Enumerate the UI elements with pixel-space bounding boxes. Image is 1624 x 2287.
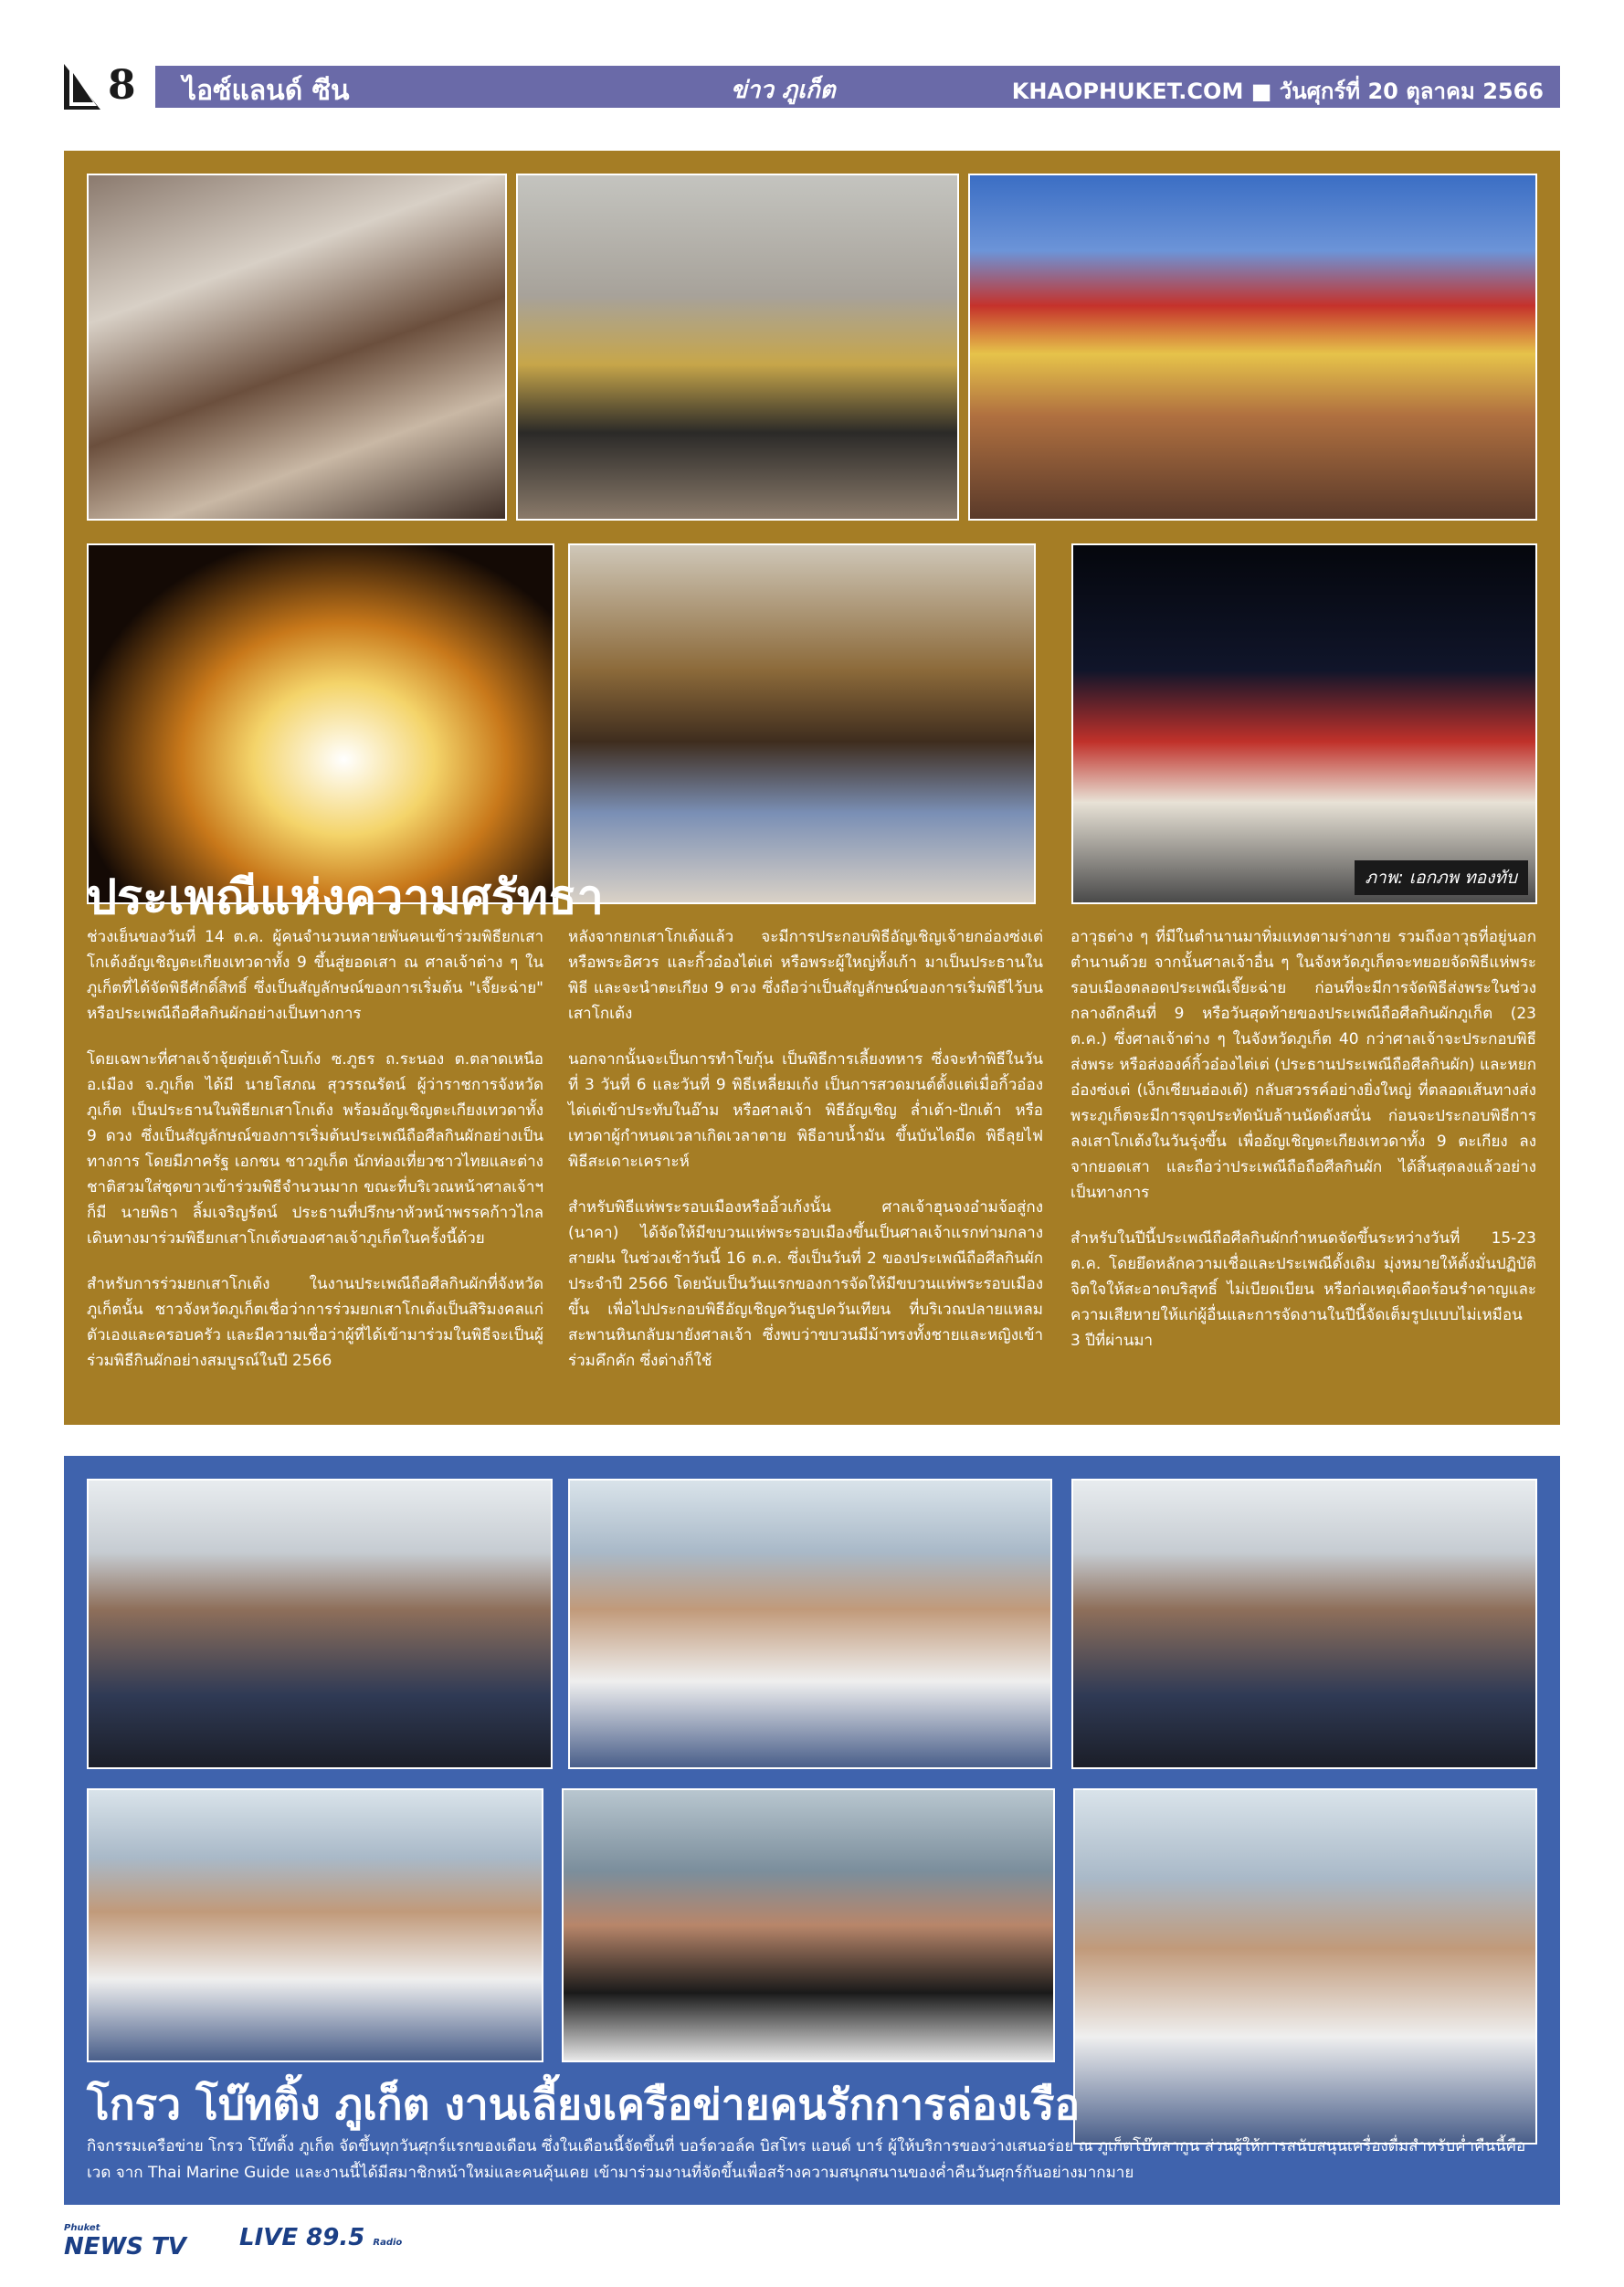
- photo-boating-guests-1: [87, 1479, 553, 1769]
- footer-news-tv-logo: [64, 2224, 186, 2261]
- article-boating-body: กิจกรรมเครือข่าย โกรว โบ๊ทติ้ง ภูเก็ต จัดขึ้นทุกวันศุกร์แรกของเดือน ซึ่งในเดือนนี้จัดขึ้นที่ บอร์ดวอล์ค บิสโทร แอนด์ บาร์ ผู้ให้บริการของว่างเสนอร่อย ณ ภูเก็ตโบ๊ทลากูน ส่วนผู้ให้การสนับสนุนเครื่องดื่มสำหรับค่ำคืนนี้คือ เวด จาก Thai Marine Guide และงานนี้ได้มีสมาชิกหน้าใหม่และคนคุ้นเคย เข้ามาร่วมงานที่จัดขึ้นเพื่อสร้างความสนุกสนานของค่ำคืนวันศุกร์กันอย่างมากมาย: [87, 2137, 1526, 2182]
- photo-night-temple-parade: [1071, 543, 1537, 904]
- photo-boating-guests-6: [1073, 1788, 1537, 2145]
- newspaper-logo: ข่าว ภูเก็ต: [731, 77, 836, 104]
- square-bullet-icon: ■: [1250, 79, 1272, 104]
- section-title: ไอซ์แลนด์ ซีน: [183, 75, 350, 107]
- photo-boating-guests-3: [1071, 1479, 1537, 1769]
- footer-news-label: NEWS TV: [64, 2233, 186, 2261]
- footer-news-top: Phuket: [64, 2223, 100, 2233]
- page-number: 8: [108, 62, 136, 109]
- footer-live-label: LIVE 89.5: [239, 2224, 365, 2251]
- paragraph: ช่วงเย็นของวันที่ 14 ต.ค. ผู้คนจำนวนหลายพันคนเข้าร่วมพิธียกเสาโกเต้งอัญเชิญตะเกียงเทวดาทั้ง 9 ขึ้นสู่ยอดเสา ณ ศาลเจ้าต่าง ๆ ในภูเก็ตที่ได้จัดพิธีศักดิ์สิทธิ์ ซึ่งเป็นสัญลักษณ์ของการเริ่มต้น "เจี๊ยะฉ่าย" หรือประเพณีถือศีลกินผักอย่างเป็นทางการ: [87, 928, 543, 1023]
- paragraph: นอกจากนั้นจะเป็นการทำโขกุ้น เป็นพิธีการเลี้ยงทหาร ซึ่งจะทำพิธีในวันที่ 3 วันที่ 6 และวันที่ 9 พิธีเหลี่ยมเก้ง เป็นการสวดมนต์ตั้งแต่เมื่อกิ้วอ๋องไต่เต่เข้าประทับในอ๊าม หรือศาลเจ้า พิธีอัญเชิญ ล่ำเต้า-ปักเต้า หรือเทวดาผู้กำหนดเวลาเกิดเวลาตาย พิธีอาบน้ำมัน ขึ้นบันไดมีด พิธีลุยไฟ พิธีสะเดาะเคราะห์: [568, 1050, 1043, 1171]
- photo-festival-crowd: [87, 174, 507, 521]
- paragraph: สำหรับพิธีแห่พระรอบเมืองหรืออิ้วเก้งนั้น ศาลเจ้าฮุนจงอ๋ามจ้อสู่กง (นาคา) ได้จัดให้มีขบวนแห่พระรอบเมืองขึ้นเป็นศาลเจ้าแรกท่ามกลางสายฝน ในช่วงเช้าวันนี้ 16 ต.ค. ซึ่งเป็นวันที่ 2 ของประเพณีถือศีลกินผักประจำปี 2566 โดยนับเป็นวันแรกของการจัดให้มีขบวนแห่พระรอบเมืองขึ้น เพื่อไปประกอบพิธีอัญเชิญควันธูปควันเทียน ที่บริเวณปลายแหลมสะพานหินกลับมายังศาลเจ้า ซึ่งพบว่าขบวนมีม้าทรงทั้งชายและหญิงเข้าร่วมคึกคัก ซึ่งต่างก็ใช้: [568, 1198, 1043, 1370]
- photo-boating-guests-4: [87, 1788, 543, 2062]
- photo-temple-pole-raising: [968, 174, 1537, 521]
- paragraph: สำหรับในปีนี้ประเพณีถือศีลกินผักกำหนดจัดขึ้นระหว่างวันที่ 15-23 ต.ค. โดยยึดหลักความเชื่อและประเพณีดั้งเดิม มุ่งหมายให้ตั้งมั่นปฏิบัติจิตใจให้สะอาดบริสุทธิ์ ไม่เบียดเบียน หรือก่อเหตุเดือดร้อนรำคาญและความเสียหายให้แก่ผู้อื่นและการจัดงานในปีนี้จัดเต็มรูปแบบไม่เหมือน 3 ปีที่ผ่านมา: [1070, 1229, 1536, 1350]
- corner-arrow-icon: [64, 64, 100, 110]
- article-festival-column-2: [568, 924, 1043, 1394]
- paragraph: โดยเฉพาะที่ศาลเจ้าจุ้ยตุ่ยเต้าโบเก้ง ซ.ภูธร ถ.ระนอง ต.ตลาดเหนือ อ.เมือง จ.ภูเก็ต ได้มี นายโสภณ สุวรรณรัตน์ ผู้ว่าราชการจังหวัดภูเก็ต เป็นประธานในพิธียกเสาโกเต้ง พร้อมอัญเชิญตะเกียงเทวดาทั้ง 9 ดวง ซึ่งเป็นสัญลักษณ์ของการเริ่มต้นประเพณีถือศีลกินผักอย่างเป็นทางการ โดยมีภาครัฐ เอกชน ชาวภูเก็ต นักท่องเที่ยวชาวไทยและต่างชาติสวมใส่ชุดขาวเข้าร่วมพิธีจำนวนมาก ขณะที่บริเวณหน้าศาลเจ้าฯ ก็มี นายพิธา ลิ้มเจริญรัตน์ ประธานที่ปรึกษาหัวหน้าพรรคก้าวไกล เดินทางมาร่วมพิธียกเสาโกเต้งของศาลเจ้าภูเก็ตในครั้งนี้ด้วย: [87, 1050, 543, 1248]
- article-festival-column-3: [1070, 924, 1536, 1374]
- photo-piercing-devotee: [516, 174, 959, 521]
- photo-ship-models-devotee: [568, 543, 1036, 904]
- photo-credit: ภาพ: เอกภพ ทองทับ: [1355, 860, 1528, 895]
- article-festival-column-1: [87, 924, 543, 1394]
- article-boating-title: โกรว โบ๊ทติ้ง ภูเก็ต งานเลี้ยงเครือข่ายคนรักการล่องเรือ: [87, 2080, 1081, 2129]
- issue-date: วันศุกร์ที่ 20 ตุลาคม 2566: [1279, 79, 1544, 104]
- footer-live-sub: Radio: [373, 2238, 403, 2248]
- photo-boating-guests-2: [568, 1479, 1052, 1769]
- paragraph: อาวุธต่าง ๆ ที่มีในตำนานมาทิ่มแทงตามร่างกาย รวมถึงอาวุธที่อยู่นอกตำนานด้วย จากนั้นศาลเจ้าอื่น ๆ ในจังหวัดภูเก็ตจะทยอยจัดพิธีแห่พระรอบเมืองตลอดประเพณีเจี๊ยะฉ่าย ก่อนที่จะมีการจัดพิธีส่งพระในช่วงกลางดึกคืนที่ 9 หรือวันสุดท้ายของประเพณีถือศีลกินผักภูเก็ต (23 ต.ค.) ซึ่งศาลเจ้าต่าง ๆ ในจังหวัดภูเก็ต 40 กว่าศาลเจ้าจะประกอบพิธีส่งพระ หรือส่งองค์กิ้วอ๋องไต่เต่ (ประธานประเพณีถือศีลกินผัก) และหยกอ๋องซ่งเต่ (เง็กเซียนฮ่องเต้) กลับสวรรค์อย่างยิ่งใหญ่ ที่ตลอดเส้นทางส่งพระภูเก็ตจะมีการจุดประทัดนับล้านนัดดังสนั่น ก่อนจะประกอบพิธีการลงเสาโกเต้งในวันรุ่งขึ้น เพื่ออัญเชิญตะเกียงเทวดาทั้ง 9 ตะเกียง ลงจากยอดเสา และถือว่าประเพณีถือถือศีลกินผัก ได้สิ้นสุดลงแล้วอย่างเป็นทางการ: [1070, 928, 1537, 1202]
- article-festival-title: ประเพณีแห่งความศรัทธา: [87, 870, 604, 925]
- header-date: [1012, 73, 1544, 109]
- photo-dragon-lantern-clock: [87, 543, 554, 904]
- footer-live-radio-logo: [239, 2224, 402, 2251]
- website-label: KHAOPHUKET.COM: [1011, 79, 1244, 104]
- photo-boating-guests-5: [562, 1788, 1055, 2062]
- paragraph: หลังจากยกเสาโกเต้งแล้ว จะมีการประกอบพิธีอัญเชิญเจ้ายกอ่องซ่งเต่ หรือพระอิศวร และกิ้วอ๋องไต่เต่ หรือพระผู้ใหญ่ทั้งเก้า มาเป็นประธานในพิธี และจะนำตะเกียง 9 ดวง ซึ่งถือว่าเป็นสัญลักษณ์ของการเริ่มพิธีไว้บนเสาโกเต้ง: [568, 928, 1043, 1023]
- paragraph: สำหรับการร่วมยกเสาโกเต้ง ในงานประเพณีถือศีลกินผักที่จังหวัดภูเก็ตนั้น ชาวจังหวัดภูเก็ตเชื่อว่าการร่วมยกเสาโกเต้งเป็นสิริมงคลแก่ตัวเองและครอบครัว และมีความเชื่อว่าผู้ที่ได้เข้ามาร่วมในพิธีจะเป็นผู้ร่วมพิธีกินผักอย่างสมบูรณ์ในปี 2566: [87, 1275, 543, 1370]
